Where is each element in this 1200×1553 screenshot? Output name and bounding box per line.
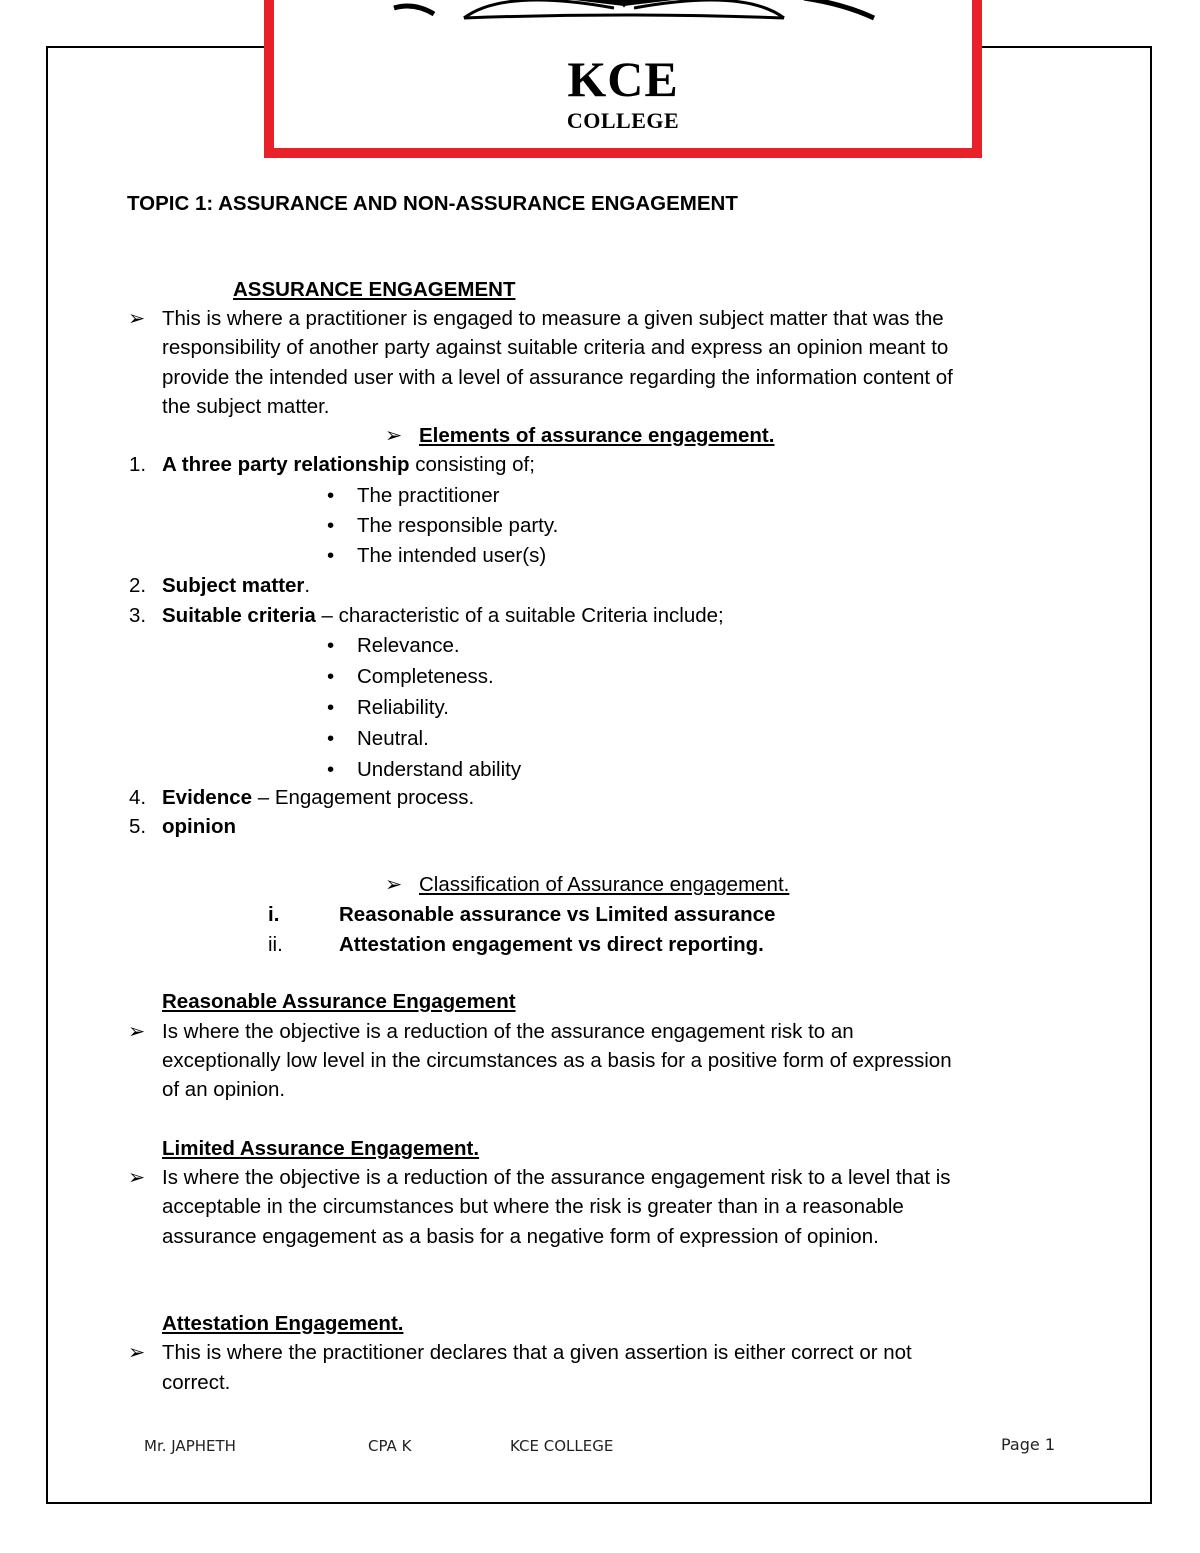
element-title: Subject matter bbox=[162, 574, 305, 597]
bullet-dot-icon: • bbox=[327, 544, 335, 567]
definition-line: the subject matter. bbox=[162, 395, 330, 418]
logo-emblem-icon bbox=[334, 0, 914, 30]
element-number: 5. bbox=[129, 815, 147, 838]
element-item bbox=[129, 453, 535, 477]
attestation-line: This is where the practitioner declares that a given assertion is either correct or not bbox=[162, 1341, 912, 1364]
element-title: Suitable criteria bbox=[162, 604, 316, 627]
definition-line: responsibility of another party against suitable criteria and express an opinion meant to bbox=[162, 336, 949, 359]
college-logo bbox=[264, 0, 982, 158]
classification-item: Reasonable assurance vs Limited assurance bbox=[339, 903, 776, 926]
classification-item: Attestation engagement vs direct reporting. bbox=[339, 933, 764, 956]
classification-heading: Classification of Assurance engagement. bbox=[419, 873, 790, 896]
element-detail: – Engagement process. bbox=[252, 786, 475, 809]
element-detail: – characteristic of a suitable Criteria include; bbox=[315, 604, 724, 627]
definition-line: This is where a practitioner is engaged to measure a given subject matter that was the bbox=[162, 307, 944, 330]
element-number: 3. bbox=[129, 604, 147, 627]
criteria-item: Understand ability bbox=[357, 758, 522, 781]
logo-name: KCE bbox=[567, 51, 679, 107]
arrow-bullet-icon: ➢ bbox=[128, 1341, 146, 1364]
bullet-dot-icon: • bbox=[327, 634, 335, 657]
party-item: The responsible party. bbox=[357, 514, 559, 537]
element-item bbox=[129, 574, 311, 598]
footer-college: KCE COLLEGE bbox=[510, 1437, 614, 1455]
bullet-dot-icon: • bbox=[327, 758, 335, 781]
limited-line: Is where the objective is a reduction of the assurance engagement risk to a level that is bbox=[162, 1166, 951, 1189]
limited-heading: Limited Assurance Engagement. bbox=[162, 1137, 480, 1160]
limited-line: acceptable in the circumstances but where the risk is greater than in a reasonable bbox=[162, 1195, 904, 1218]
attestation-line: correct. bbox=[162, 1371, 231, 1394]
element-title: opinion bbox=[162, 815, 237, 838]
reasonable-line: Is where the objective is a reduction of the assurance engagement risk to an bbox=[162, 1020, 854, 1043]
arrow-bullet-icon: ➢ bbox=[128, 307, 146, 330]
logo-subtitle: COLLEGE bbox=[566, 108, 680, 133]
footer-page-number: Page 1 bbox=[1001, 1435, 1055, 1454]
criteria-item: Completeness. bbox=[357, 665, 494, 688]
element-number: 1. bbox=[129, 453, 147, 476]
bullet-dot-icon: • bbox=[327, 665, 335, 688]
criteria-item: Relevance. bbox=[357, 634, 460, 657]
classification-number: ii. bbox=[268, 933, 283, 956]
footer-course: CPA K bbox=[368, 1437, 412, 1455]
criteria-item: Reliability. bbox=[357, 696, 449, 719]
bullet-dot-icon: • bbox=[327, 696, 335, 719]
topic-title: TOPIC 1: ASSURANCE AND NON-ASSURANCE ENGAGEMENT bbox=[127, 192, 738, 215]
arrow-bullet-icon: ➢ bbox=[385, 424, 403, 447]
element-item bbox=[129, 786, 475, 810]
definition-line: provide the intended user with a level of assurance regarding the information content of bbox=[162, 366, 953, 389]
element-number: 4. bbox=[129, 786, 147, 809]
limited-line: assurance engagement as a basis for a negative form of expression of opinion. bbox=[162, 1225, 879, 1248]
attestation-heading: Attestation Engagement. bbox=[162, 1312, 404, 1335]
bullet-dot-icon: • bbox=[327, 727, 335, 750]
arrow-bullet-icon: ➢ bbox=[385, 873, 403, 896]
element-title: Evidence bbox=[162, 786, 253, 809]
element-number: 2. bbox=[129, 574, 147, 597]
party-item: The intended user(s) bbox=[357, 544, 547, 567]
criteria-item: Neutral. bbox=[357, 727, 429, 750]
element-title: A three party relationship bbox=[162, 453, 410, 476]
page-border bbox=[46, 46, 1152, 1504]
classification-number: i. bbox=[268, 903, 280, 926]
reasonable-line: exceptionally low level in the circumstances as a basis for a positive form of expression bbox=[162, 1049, 952, 1072]
elements-heading: Elements of assurance engagement. bbox=[419, 424, 775, 447]
arrow-bullet-icon: ➢ bbox=[128, 1020, 146, 1043]
element-item bbox=[129, 604, 724, 628]
arrow-bullet-icon: ➢ bbox=[128, 1166, 146, 1189]
reasonable-line: of an opinion. bbox=[162, 1078, 286, 1101]
assurance-heading: ASSURANCE ENGAGEMENT bbox=[233, 278, 516, 301]
bullet-dot-icon: • bbox=[327, 484, 335, 507]
footer-author: Mr. JAPHETH bbox=[144, 1437, 236, 1455]
bullet-dot-icon: • bbox=[327, 514, 335, 537]
element-item bbox=[129, 815, 237, 839]
reasonable-heading: Reasonable Assurance Engagement bbox=[162, 990, 516, 1013]
party-item: The practitioner bbox=[357, 484, 500, 507]
element-detail: . bbox=[304, 574, 311, 597]
element-detail: consisting of; bbox=[409, 453, 535, 476]
